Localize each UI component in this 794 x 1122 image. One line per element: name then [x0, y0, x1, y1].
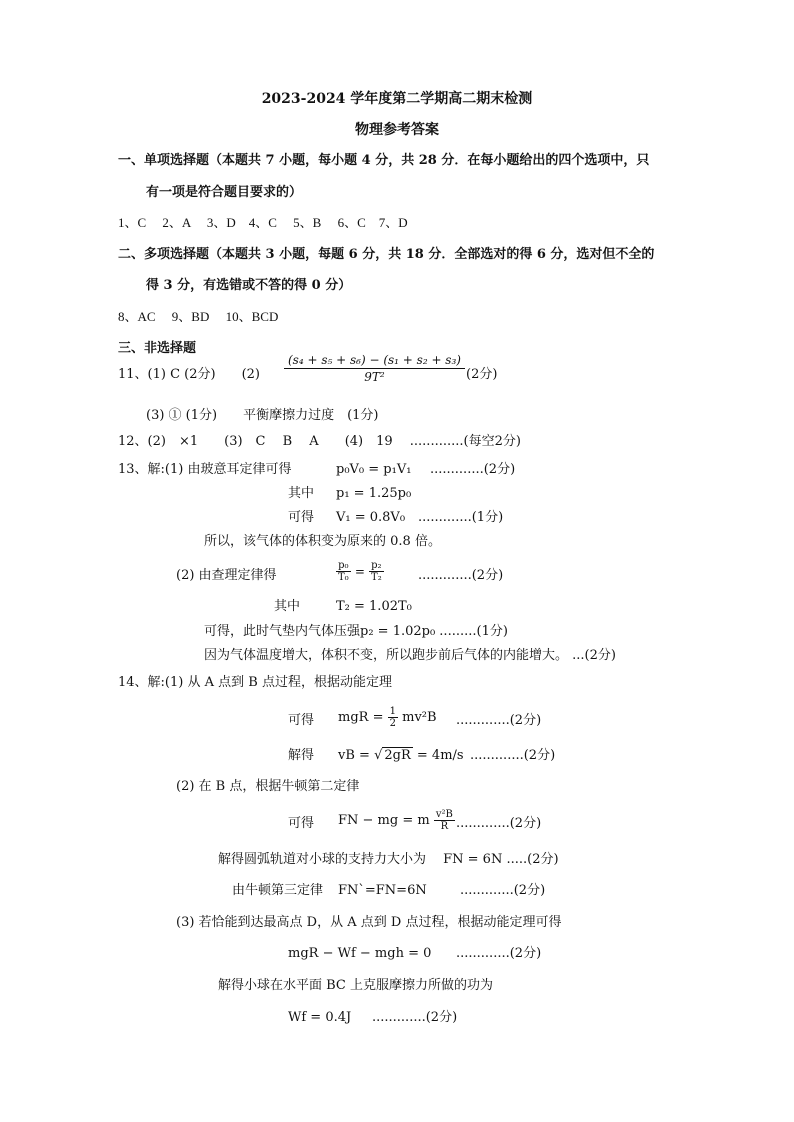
- q11-score: (2分): [466, 367, 498, 382]
- q13-frac2-den: T₂: [371, 572, 382, 583]
- section-3-heading: 三、非选择题: [118, 341, 197, 356]
- q13-frac1-num: p₀: [336, 560, 351, 572]
- q14-line5-label: 可得: [288, 816, 315, 831]
- q13-line4: 所以，该气体的体积变为原来的 0.8 倍。: [204, 534, 441, 549]
- q14-line2-equation: [338, 706, 437, 729]
- q13-line1-label: 13、解:(1) 由玻意耳定律可得: [118, 462, 292, 477]
- section-1-heading-cont: 有一项是符合题目要求的）: [146, 185, 303, 200]
- q13-line7: 可得，此时气垫内气体压强p₂ = 1.02p₀ .........(1分): [204, 624, 508, 639]
- q14-line3-score: .............(2分): [470, 748, 556, 763]
- q14-line3-sqrt: 2gR: [384, 748, 411, 763]
- q14-line2-label: 可得: [288, 713, 315, 728]
- q13-line5-label: (2) 由查理定律得: [176, 568, 277, 583]
- q11-part3: (3) ① (1分) 平衡摩擦力过度 (1分): [146, 408, 379, 423]
- q13-frac1-den: T₀: [338, 572, 349, 583]
- q11-part1: 11、(1) C (2分) (2): [118, 367, 260, 382]
- q14-line3-right: = 4m/s: [416, 748, 464, 763]
- q14-line6: 解得圆弧轨道对小球的支持力大小为 FN = 6N .....(2分): [218, 852, 559, 867]
- q14-line9-score: .............(2分): [456, 946, 542, 961]
- page-title: 2023-2024 学年度第二学期高二期末检测: [261, 91, 533, 107]
- q13-frac2-num: p₂: [369, 560, 384, 572]
- q12-answer: 12、(2) ×1 (3) C B A (4) 19 .............(每空2分): [118, 434, 521, 449]
- q13-line3-label: 可得: [288, 510, 315, 525]
- section-2-heading: 二、多项选择题（本题共 3 小题，每题 6 分，共 18 分．全部选对的得 6 分，选对但不全的: [118, 247, 655, 262]
- q11-formula: [284, 352, 465, 385]
- q14-line5-frac-den: R: [440, 821, 449, 832]
- q14-line2-left: mgR =: [338, 710, 384, 725]
- q13-line3-equation: V₁ = 0.8V₀: [336, 510, 406, 525]
- q14-line7-score: .............(2分): [460, 883, 546, 898]
- q14-line11-score: .............(2分): [372, 1010, 458, 1025]
- q14-line8: (3) 若恰能到达最高点 D，从 A 点到 D 点过程，根据动能定理可得: [176, 915, 562, 930]
- q11-formula-numerator: (s₄ + s₅ + s₆) − (s₁ + s₂ + s₃): [284, 352, 465, 369]
- q14-line1: 14、解:(1) 从 A 点到 B 点过程，根据动能定理: [118, 675, 392, 690]
- q14-line2-score: .............(2分): [456, 713, 542, 728]
- q14-line4: (2) 在 B 点，根据牛顿第二定律: [176, 779, 360, 794]
- q13-line6-label: 其中: [274, 599, 301, 614]
- section-2-heading-cont: 得 3 分，有选错或不答的得 0 分）: [146, 278, 352, 293]
- q14-line9-equation: mgR − Wf − mgh = 0: [288, 946, 432, 961]
- q14-line5-equation: [338, 809, 455, 832]
- q14-line3-left: vB =: [338, 748, 370, 763]
- q13-line6-equation: T₂ = 1.02T₀: [336, 599, 412, 614]
- q14-line5-frac-num: v²B: [435, 809, 453, 820]
- q14-line5-score: .............(2分): [456, 816, 542, 831]
- q14-line5-left: FN − mg = m: [338, 813, 430, 828]
- q13-line1-score: .............(2分): [430, 462, 516, 477]
- section-1-heading: 一、单项选择题（本题共 7 小题，每小题 4 分，共 28 分．在每小题给出的四个选项中，只: [118, 153, 650, 168]
- page-subtitle: 物理参考答案: [355, 122, 439, 138]
- q14-line3-equation: vB = √ 2gR = 4m/s: [338, 748, 464, 763]
- q13-line5-equation: $\frac{\text{p₀}}{\text{T₀}}$ = $\frac{\text{p₂}}{\text{T₂}}$: [338, 560, 382, 583]
- q13-line1-equation: p₀V₀ = p₁V₁: [336, 462, 412, 477]
- q13-line2-label: 其中: [288, 486, 315, 501]
- q14-line3-label: 解得: [288, 748, 315, 763]
- section-1-answers: 1、C 2、A 3、D 4、C 5、B 6、C 7、D: [118, 215, 408, 230]
- q13-line3-score: .............(1分): [418, 510, 504, 525]
- q14-line11-equation: Wf = 0.4J: [288, 1010, 352, 1025]
- q14-line2-right: mv²B: [402, 710, 437, 725]
- q13-line2-equation: p₁ = 1.25p₀: [336, 486, 412, 501]
- q14-line10: 解得小球在水平面 BC 上克服摩擦力所做的功为: [218, 978, 494, 993]
- q14-line7-equation: FN`=FN=6N: [338, 883, 427, 898]
- q13-line8: 因为气体温度增大，体积不变，所以跑步前后气体的内能增大。 ...(2分): [204, 648, 616, 663]
- q11-formula-denominator: 9T²: [364, 370, 385, 384]
- q13-line5-score: .............(2分): [418, 568, 504, 583]
- q14-line2-frac-den: 2: [389, 718, 396, 729]
- section-2-answers: 8、AC 9、BD 10、BCD: [118, 309, 279, 324]
- q14-line7-label: 由牛顿第三定律: [232, 883, 324, 898]
- q14-line2-frac-num: 1: [389, 706, 396, 717]
